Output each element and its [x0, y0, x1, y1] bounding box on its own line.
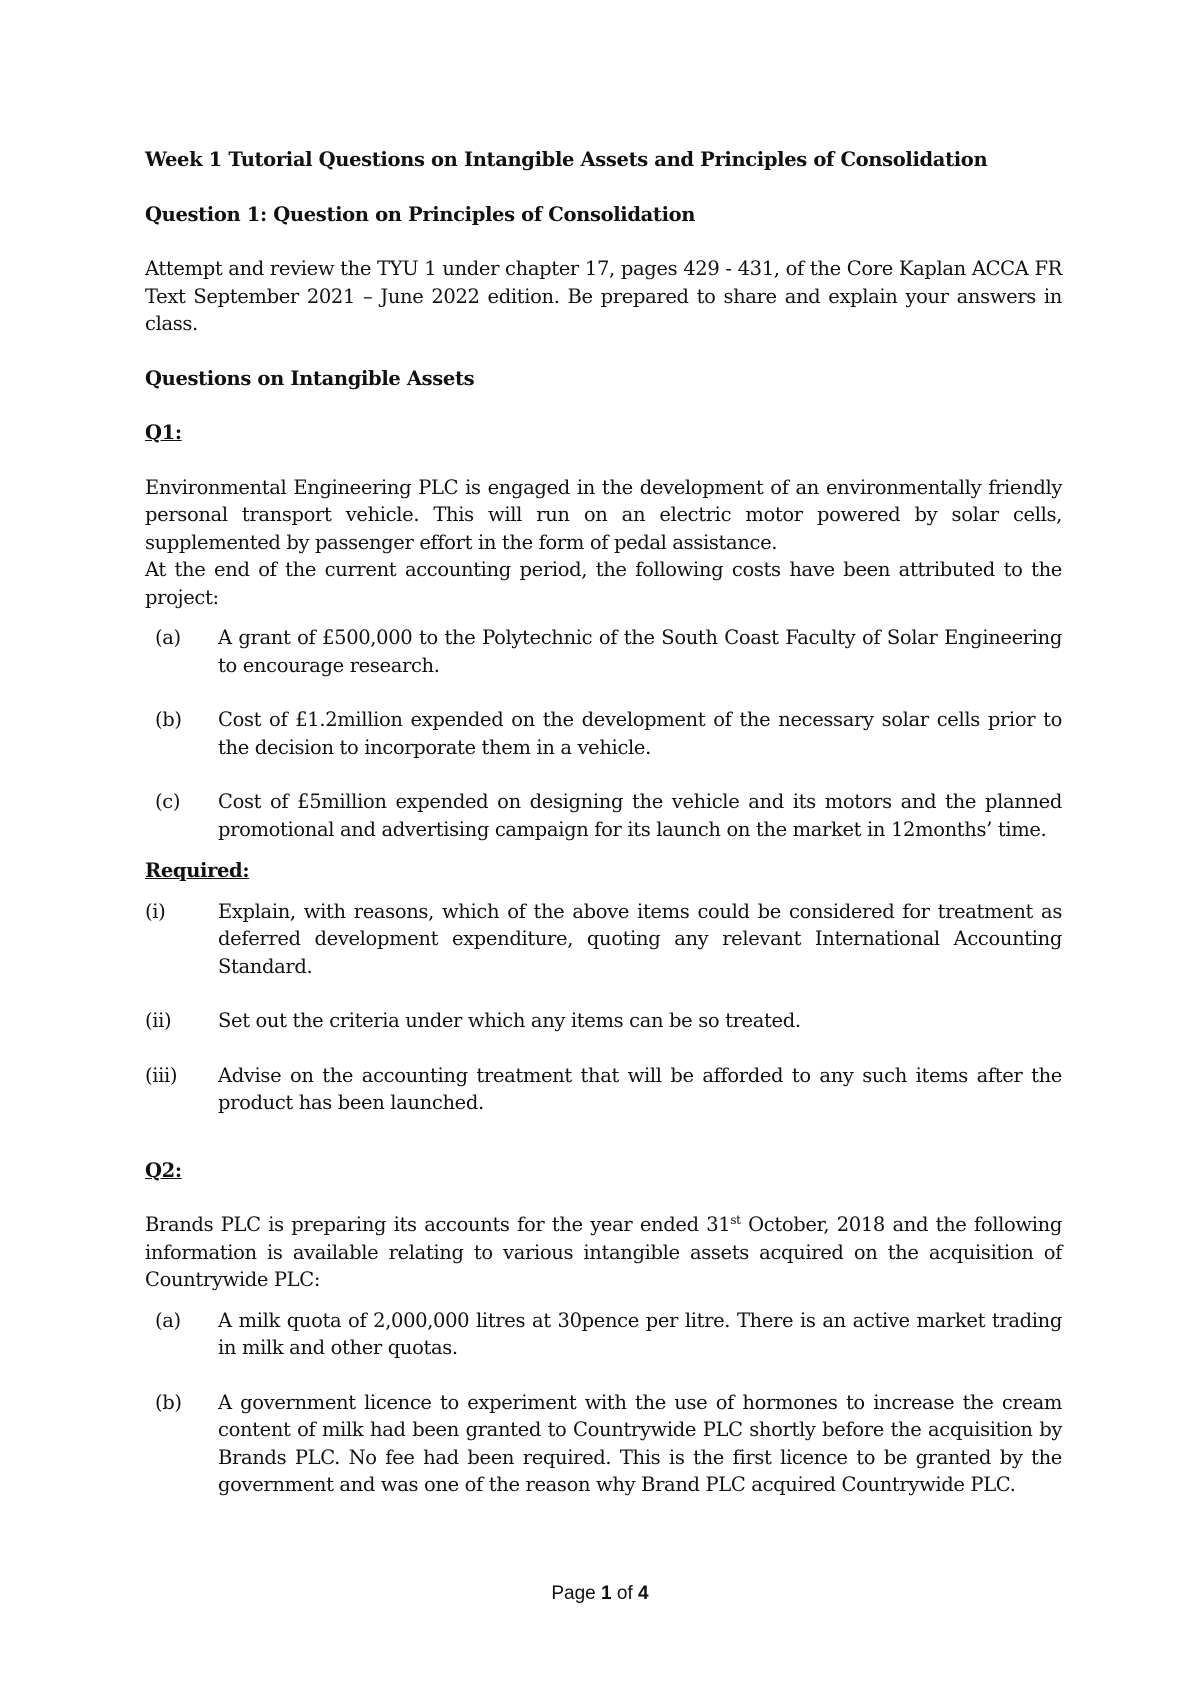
q2-label: Q2: — [145, 1158, 182, 1182]
list-marker: (iii) — [145, 1063, 178, 1087]
page-footer — [0, 1583, 1200, 1605]
intangibles-heading: Questions on Intangible Assets — [145, 366, 475, 390]
list-item — [145, 1007, 1062, 1035]
q2-intro-start: Brands PLC is preparing its accounts for the year ended 31 — [145, 1213, 731, 1236]
q1-label: Q1: — [145, 421, 182, 444]
list-text: Cost of £1.2million expended on the development of the necessary solar cells prior to the decision to incorporate them in a vehicle. — [218, 708, 1062, 759]
q1-intro: Environmental Engineering PLC is engaged in the development of an environmentally friendly personal transport vehicle. This will run on an electric motor powered by solar cells, supplemented by passenger effort in the form of pedal assistance. — [145, 475, 1062, 554]
list-text: A milk quota of 2,000,000 litres at 30pence per litre. There is an active market trading in milk and other quotas. — [218, 1308, 1062, 1359]
list-marker: (a) — [155, 1308, 181, 1332]
list-marker: (i) — [145, 899, 166, 923]
list-item — [155, 624, 1062, 679]
list-marker: (ii) — [145, 1009, 172, 1032]
list-text: A government licence to experiment with the use of hormones to increase the cream content of milk had been granted to Countrywide PLC shortly before the acquisition by Brands PLC. No fee had been required. This is the first licence to be granted by the government and was one of the reason why Brand PLC acquired Countrywide PLC. — [218, 1390, 1062, 1496]
question1-heading: Question 1: Question on Principles of Consolidation — [145, 202, 696, 226]
footer-of-word: of — [616, 1583, 633, 1604]
page-title: Week 1 Tutorial Questions on Intangible Assets and Principles of Consolidation — [145, 148, 988, 171]
q2-intro — [145, 1211, 1062, 1294]
list-item — [155, 788, 1062, 843]
q2-intro-end: October, 2018 and the following information is available relating to various intangible assets acquired on the acquisition of Countrywide PLC: — [145, 1213, 1062, 1291]
list-marker: (a) — [155, 626, 181, 649]
footer-page-number: 1 — [601, 1583, 612, 1604]
list-marker: (b) — [155, 708, 182, 731]
required-label: Required: — [145, 859, 250, 882]
list-item — [155, 1389, 1062, 1499]
footer-page-total: 4 — [638, 1583, 649, 1604]
document-body — [145, 146, 1062, 1499]
list-text: Explain, with reasons, which of the above items could be considered for treatment as deferred development expenditure, quoting any relevant International Accounting Standard. — [218, 899, 1062, 978]
list-text: Set out the criteria under which any items can be so treated. — [218, 1009, 801, 1032]
list-marker: (b) — [155, 1390, 182, 1414]
list-text: Cost of £5million expended on designing the vehicle and its motors and the planned promotional and advertising campaign for its launch on the market in 12months’ time. — [218, 790, 1062, 841]
q1-intro2: At the end of the current accounting period, the following costs have been attributed to the project: — [145, 558, 1062, 609]
list-text: A grant of £500,000 to the Polytechnic of the South Coast Faculty of Solar Engineering to encourage research. — [218, 626, 1062, 677]
list-item — [155, 706, 1062, 761]
q2-intro-sup: st — [730, 1213, 741, 1227]
list-text: Advise on the accounting treatment that will be afforded to any such items after the product has been launched. — [218, 1063, 1062, 1114]
question1-body: Attempt and review the TYU 1 under chapter 17, pages 429 - 431, of the Core Kaplan ACCA FR Text September 2021 – June 2022 edition. Be prepared to share and explain your answers in class. — [145, 257, 1062, 335]
list-item — [145, 1062, 1062, 1117]
list-item — [155, 1307, 1062, 1362]
footer-page-word: Page — [551, 1583, 596, 1604]
list-item — [145, 898, 1062, 981]
list-marker: (c) — [155, 790, 181, 813]
